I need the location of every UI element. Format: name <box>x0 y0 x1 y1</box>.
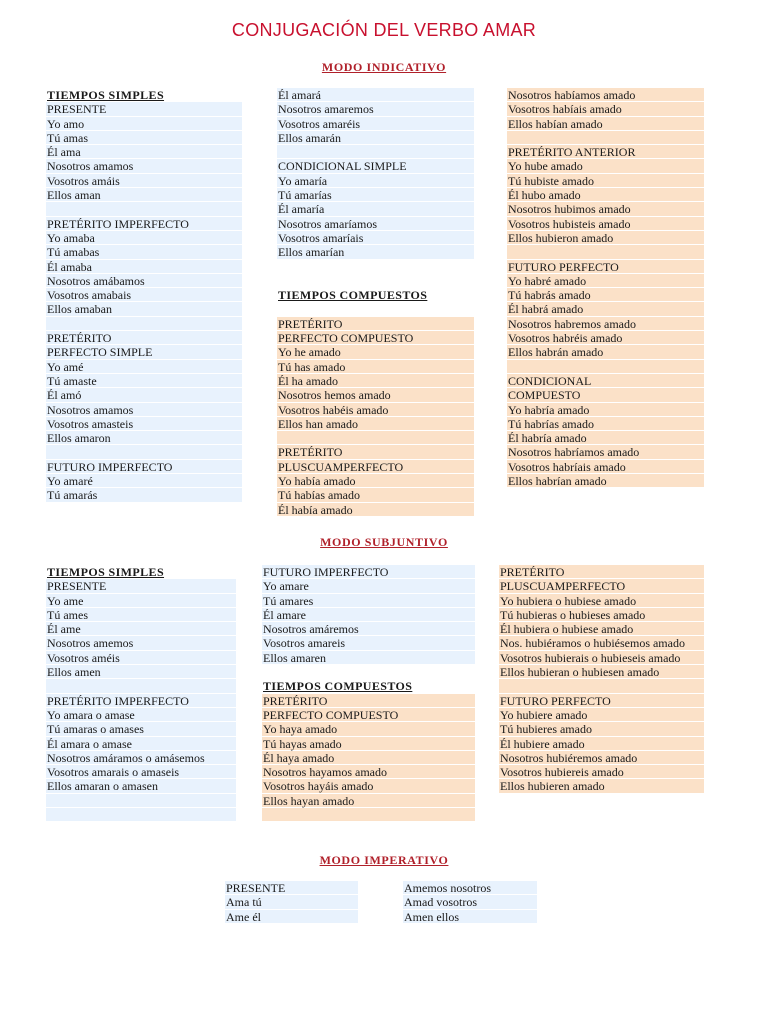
conjugation-line: Ellos amaran o amasen <box>46 779 236 793</box>
heading-imperativo: MODO IMPERATIVO <box>319 853 449 867</box>
conjugation-line: Tú amaras o amases <box>46 722 236 736</box>
group-header: TIEMPOS COMPUESTOS <box>278 288 428 303</box>
conjugation-line: Vosotros habréis amado <box>507 331 704 345</box>
conjugation-line: Ellos amarán <box>277 131 474 145</box>
blank-line <box>277 302 474 316</box>
conjugation-line: Vosotros amáis <box>46 174 242 188</box>
conjugation-line: Tú habías amado <box>277 488 474 502</box>
conjugation-line: Él amara o amase <box>46 737 236 751</box>
conjugation-line: PRETÉRITO <box>277 317 474 331</box>
conjugation-line: Él había amado <box>277 503 474 517</box>
conjugation-line: Nosotros habríamos amado <box>507 445 704 459</box>
conjugation-line: Vosotros amasteis <box>46 417 242 431</box>
conjugation-line: Tú habrás amado <box>507 288 704 302</box>
conjugation-line: Nosotros hayamos amado <box>262 765 475 779</box>
conjugation-line: Tú amas <box>46 131 242 145</box>
conjugation-line: Vosotros amaríais <box>277 231 474 245</box>
conjugation-line: Ellos hubieran o hubiesen amado <box>499 665 704 679</box>
conjugation-line: Yo he amado <box>277 345 474 359</box>
conjugation-line: PERFECTO COMPUESTO <box>262 708 475 722</box>
conjugation-line: Tú amares <box>262 594 475 608</box>
conjugation-line: Nosotros habíamos amado <box>507 88 704 102</box>
conjugation-line: Tú amarías <box>277 188 474 202</box>
conjugation-line: Nos. hubiéramos o hubiésemos amado <box>499 636 704 650</box>
indicativo-col-1 <box>46 88 242 503</box>
conjugation-line: Yo amare <box>262 579 475 593</box>
blank-line <box>46 317 242 331</box>
conjugation-line: PRETÉRITO IMPERFECTO <box>46 217 242 231</box>
conjugation-line: Ellos amen <box>46 665 236 679</box>
conjugation-line: Yo hubiere amado <box>499 708 704 722</box>
subjuntivo-col-2 <box>262 565 475 822</box>
blank-line <box>499 679 704 693</box>
conjugation-line: Él amaba <box>46 260 242 274</box>
conjugation-line: PRETÉRITO <box>499 565 704 579</box>
conjugation-line: Nosotros amáremos <box>262 622 475 636</box>
conjugation-line: FUTURO IMPERFECTO <box>46 460 242 474</box>
conjugation-line: Yo amé <box>46 360 242 374</box>
conjugation-line: Tú ames <box>46 608 236 622</box>
conjugation-line: FUTURO IMPERFECTO <box>262 565 475 579</box>
subjuntivo-col-1 <box>46 565 236 822</box>
conjugation-line: Vosotros amareis <box>262 636 475 650</box>
conjugation-line: Él haya amado <box>262 751 475 765</box>
conjugation-line: Vosotros habíais amado <box>507 102 704 116</box>
conjugation-line: Tú has amado <box>277 360 474 374</box>
conjugation-line: Él habrá amado <box>507 302 704 316</box>
conjugation-line: PRESENTE <box>46 102 242 116</box>
blank-line <box>262 665 475 679</box>
conjugation-line: Yo había amado <box>277 474 474 488</box>
conjugation-line: FUTURO PERFECTO <box>499 694 704 708</box>
blank-line <box>46 679 236 693</box>
conjugation-line: PERFECTO COMPUESTO <box>277 331 474 345</box>
conjugation-line: Él habría amado <box>507 431 704 445</box>
conjugation-line: Ellos habrían amado <box>507 474 704 488</box>
conjugation-line: Vosotros améis <box>46 651 236 665</box>
conjugation-line: Amen ellos <box>403 910 537 924</box>
conjugation-line: Él hubo amado <box>507 188 704 202</box>
conjugation-line: Él amará <box>277 88 474 102</box>
conjugation-line: Ellos hubieron amado <box>507 231 704 245</box>
heading-indicativo: MODO INDICATIVO <box>321 60 447 74</box>
conjugation-line: Vosotros amaréis <box>277 117 474 131</box>
conjugation-line: Yo hube amado <box>507 159 704 173</box>
conjugation-line: Ellos habrán amado <box>507 345 704 359</box>
conjugation-line: Tú amarás <box>46 488 242 502</box>
conjugation-line: PRETÉRITO <box>46 331 242 345</box>
conjugation-line: CONDICIONAL SIMPLE <box>277 159 474 173</box>
conjugation-line: Él hubiere amado <box>499 737 704 751</box>
group-header: TIEMPOS COMPUESTOS <box>263 679 413 694</box>
conjugation-line: PRETÉRITO IMPERFECTO <box>46 694 236 708</box>
group-header: TIEMPOS SIMPLES <box>47 565 165 579</box>
page-title: CONJUGACIÓN DEL VERBO AMAR <box>231 20 537 40</box>
blank-line <box>507 245 704 259</box>
conjugation-line: Yo habría amado <box>507 403 704 417</box>
conjugation-line: Tú hayas amado <box>262 737 475 751</box>
conjugation-line: FUTURO PERFECTO <box>507 260 704 274</box>
conjugation-line: Nosotros amaremos <box>277 102 474 116</box>
conjugation-line: Vosotros hubierais o hubieseis amado <box>499 651 704 665</box>
conjugation-line: PRESENTE <box>46 579 236 593</box>
conjugation-line: Nosotros amemos <box>46 636 236 650</box>
conjugation-line: PRETÉRITO <box>277 445 474 459</box>
conjugation-line: Ellos hubieren amado <box>499 779 704 793</box>
group-header: TIEMPOS SIMPLES <box>47 88 165 102</box>
conjugation-line: PRETÉRITO ANTERIOR <box>507 145 704 159</box>
conjugation-line: Yo amaría <box>277 174 474 188</box>
conjugation-line: Él amaría <box>277 202 474 216</box>
conjugation-line: Tú habrías amado <box>507 417 704 431</box>
conjugation-line: Vosotros amabais <box>46 288 242 302</box>
conjugation-line: PLUSCUAMPERFECTO <box>277 460 474 474</box>
imperativo-col-2 <box>403 881 537 924</box>
conjugation-line: Nosotros hemos amado <box>277 388 474 402</box>
conjugation-line: Nosotros hubimos amado <box>507 202 704 216</box>
conjugation-line: Vosotros hayáis amado <box>262 779 475 793</box>
indicativo-col-3 <box>507 88 704 488</box>
conjugation-line: Vosotros hubiereis amado <box>499 765 704 779</box>
conjugation-line: Él ama <box>46 145 242 159</box>
conjugation-line: Ellos habían amado <box>507 117 704 131</box>
conjugation-line: Ame él <box>225 910 358 924</box>
subjuntivo-col-3 <box>499 565 704 794</box>
blank-line <box>277 145 474 159</box>
conjugation-line: PRESENTE <box>225 881 358 895</box>
blank-line <box>277 274 474 288</box>
conjugation-line: Él ha amado <box>277 374 474 388</box>
blank-line <box>507 131 704 145</box>
conjugation-line: Vosotros hubisteis amado <box>507 217 704 231</box>
conjugation-line: Nosotros amáramos o amásemos <box>46 751 236 765</box>
conjugation-line: Nosotros amábamos <box>46 274 242 288</box>
conjugation-line: Nosotros hubiéremos amado <box>499 751 704 765</box>
conjugation-line: Ellos amaban <box>46 302 242 316</box>
conjugation-line: Él amare <box>262 608 475 622</box>
conjugation-line: Él hubiera o hubiese amado <box>499 622 704 636</box>
imperativo-col-1 <box>225 881 358 924</box>
conjugation-line: Tú hubiste amado <box>507 174 704 188</box>
conjugation-line: Yo hubiera o hubiese amado <box>499 594 704 608</box>
conjugation-line: Él amó <box>46 388 242 402</box>
conjugation-line: Amad vosotros <box>403 895 537 909</box>
conjugation-line: Yo amaba <box>46 231 242 245</box>
conjugation-line: Nosotros habremos amado <box>507 317 704 331</box>
conjugation-line: Nosotros amamos <box>46 403 242 417</box>
conjugation-line: Vosotros habríais amado <box>507 460 704 474</box>
conjugation-line: Yo amo <box>46 117 242 131</box>
conjugation-line: Ellos hayan amado <box>262 794 475 808</box>
conjugation-line: Yo amara o amase <box>46 708 236 722</box>
conjugation-line: Yo ame <box>46 594 236 608</box>
conjugation-line: PERFECTO SIMPLE <box>46 345 242 359</box>
conjugation-line: Él ame <box>46 622 236 636</box>
conjugation-line: Tú amabas <box>46 245 242 259</box>
conjugation-line: PRETÉRITO <box>262 694 475 708</box>
conjugation-line: COMPUESTO <box>507 388 704 402</box>
conjugation-line: Tú hubieras o hubieses amado <box>499 608 704 622</box>
conjugation-line: Ellos amaren <box>262 651 475 665</box>
conjugation-line: Ama tú <box>225 895 358 909</box>
conjugation-line: Tú hubieres amado <box>499 722 704 736</box>
conjugation-line: Vosotros amarais o amaseis <box>46 765 236 779</box>
blank-line <box>262 808 475 822</box>
conjugation-line: Nosotros amaríamos <box>277 217 474 231</box>
conjugation-line: Yo habré amado <box>507 274 704 288</box>
conjugation-line: Yo amaré <box>46 474 242 488</box>
blank-line <box>46 794 236 808</box>
blank-line <box>46 808 236 822</box>
conjugation-line: Ellos amaron <box>46 431 242 445</box>
conjugation-line: PLUSCUAMPERFECTO <box>499 579 704 593</box>
conjugation-line: Tú amaste <box>46 374 242 388</box>
conjugation-line: Yo haya amado <box>262 722 475 736</box>
conjugation-line: CONDICIONAL <box>507 374 704 388</box>
blank-line <box>277 431 474 445</box>
conjugation-line: Ellos han amado <box>277 417 474 431</box>
conjugation-line: Nosotros amamos <box>46 159 242 173</box>
conjugation-line: Amemos nosotros <box>403 881 537 895</box>
heading-subjuntivo: MODO SUBJUNTIVO <box>320 535 448 549</box>
conjugation-line: Vosotros habéis amado <box>277 403 474 417</box>
conjugation-line: Ellos amarían <box>277 245 474 259</box>
blank-line <box>277 260 474 274</box>
indicativo-col-2 <box>277 88 474 517</box>
blank-line <box>507 360 704 374</box>
blank-line <box>46 445 242 459</box>
blank-line <box>46 202 242 216</box>
conjugation-line: Ellos aman <box>46 188 242 202</box>
